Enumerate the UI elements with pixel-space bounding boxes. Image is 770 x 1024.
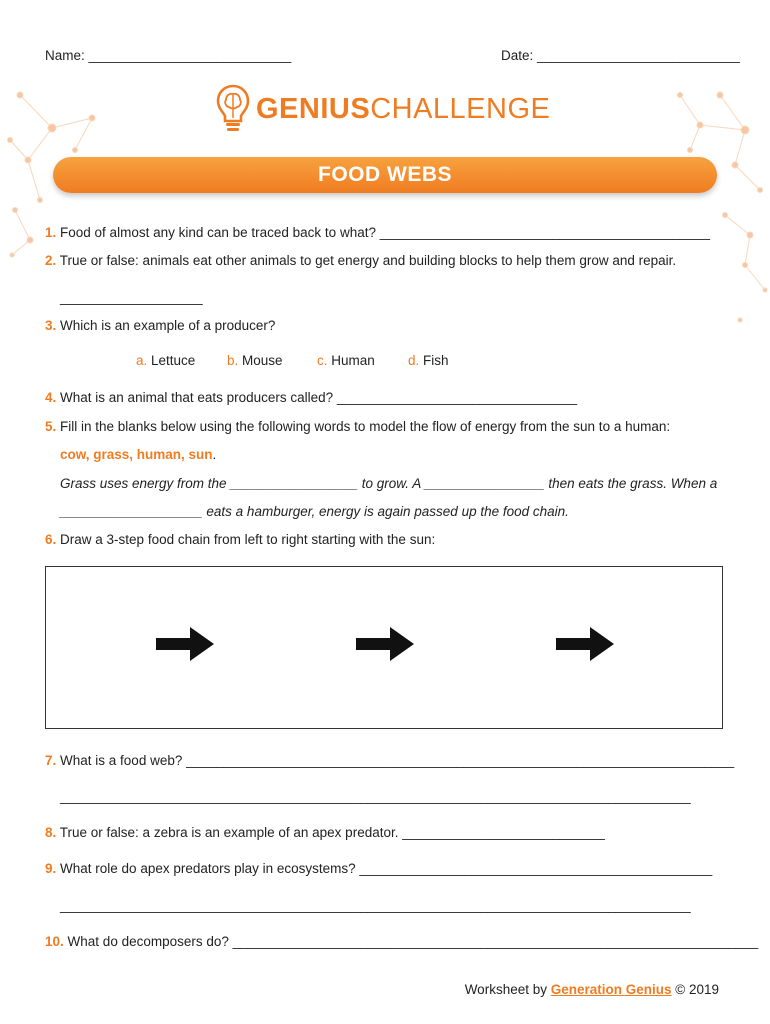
right-arrow-icon [356, 627, 414, 661]
logo-text-challenge: CHALLENGE [370, 92, 551, 125]
question-8 [45, 825, 605, 840]
question-number: 2. [45, 253, 57, 268]
genius-challenge-logo [216, 84, 550, 134]
question-text[interactable]: What do decomposers do? ______________________________________________________________________ [67, 934, 759, 949]
question-3 [45, 318, 275, 333]
footer-prefix: Worksheet by [464, 982, 551, 997]
choice-label: Mouse [242, 353, 283, 368]
choice-b[interactable] [227, 353, 283, 368]
choice-label: Human [331, 353, 375, 368]
question-number: 10. [45, 934, 64, 949]
question-text: Fill in the blanks below using the following words to model the flow of energy from the sun to a human: [60, 419, 671, 434]
question-number: 1. [45, 225, 57, 240]
answer-blank[interactable]: ___________________ [60, 290, 203, 305]
choice-letter: c. [317, 353, 328, 368]
choice-letter: d. [408, 353, 420, 368]
choice-a[interactable] [136, 353, 195, 368]
question-text[interactable]: What is an animal that eats producers called? ________________________________ [60, 390, 578, 405]
question-text: True or false: animals eat other animals to get energy and building blocks to help them grow and repair. [59, 253, 677, 268]
fill-in-line-1[interactable]: Grass uses energy from the _________________ to grow. A ________________ then eats the grass. When a [60, 476, 718, 491]
page-title: FOOD WEBS [318, 163, 452, 186]
question-text[interactable]: What role do apex predators play in ecosystems? _______________________________________________ [60, 861, 713, 876]
question-text[interactable]: What is a food web? _________________________________________________________________________ [60, 753, 735, 768]
question-text: Which is an example of a producer? [60, 318, 276, 333]
question-9 [45, 861, 712, 876]
question-number: 8. [45, 825, 57, 840]
footer-credit [465, 982, 719, 997]
generation-genius-link[interactable]: Generation Genius [550, 982, 672, 997]
fill-in-line-2[interactable]: ___________________ eats a hamburger, energy is again passed up the food chain. [60, 504, 569, 519]
choice-letter: a. [136, 353, 148, 368]
footer-suffix: © 2019 [671, 982, 719, 997]
answer-blank[interactable]: ____________________________________________________________________________________ [60, 898, 691, 913]
question-4 [45, 390, 577, 405]
date-field[interactable]: Date: ___________________________ [501, 48, 740, 63]
choice-label: Lettuce [151, 353, 196, 368]
choice-label: Fish [423, 353, 449, 368]
answer-blank[interactable]: ____________________________________________________________________________________ [60, 789, 691, 804]
question-1 [45, 225, 710, 240]
question-text[interactable]: Food of almost any kind can be traced back to what? ____________________________________________ [60, 225, 711, 240]
word-bank-words: cow, grass, human, sun [60, 447, 213, 462]
question-10 [45, 934, 758, 949]
question-text[interactable]: True or false: a zebra is an example of an apex predator. ___________________________ [59, 825, 605, 840]
question-7 [45, 753, 734, 768]
choice-d[interactable] [408, 353, 449, 368]
word-bank-period: . [212, 447, 217, 462]
title-banner [53, 157, 717, 193]
name-field[interactable]: Name: ___________________________ [45, 48, 292, 63]
word-bank [60, 447, 216, 462]
question-2 [45, 253, 676, 268]
question-text: Draw a 3-step food chain from left to right starting with the sun: [60, 532, 436, 547]
choice-letter: b. [227, 353, 239, 368]
question-number: 7. [45, 753, 57, 768]
right-arrow-icon [156, 627, 214, 661]
question-number: 9. [45, 861, 57, 876]
question-number: 5. [45, 419, 57, 434]
choice-c[interactable] [317, 353, 375, 368]
logo-text-genius: GENIUS [256, 92, 371, 125]
lightbulb-brain-icon [216, 84, 250, 134]
question-number: 6. [45, 532, 57, 547]
question-number: 3. [45, 318, 57, 333]
question-5 [45, 419, 670, 434]
right-arrow-icon [556, 627, 614, 661]
question-number: 4. [45, 390, 57, 405]
question-6 [45, 532, 435, 547]
